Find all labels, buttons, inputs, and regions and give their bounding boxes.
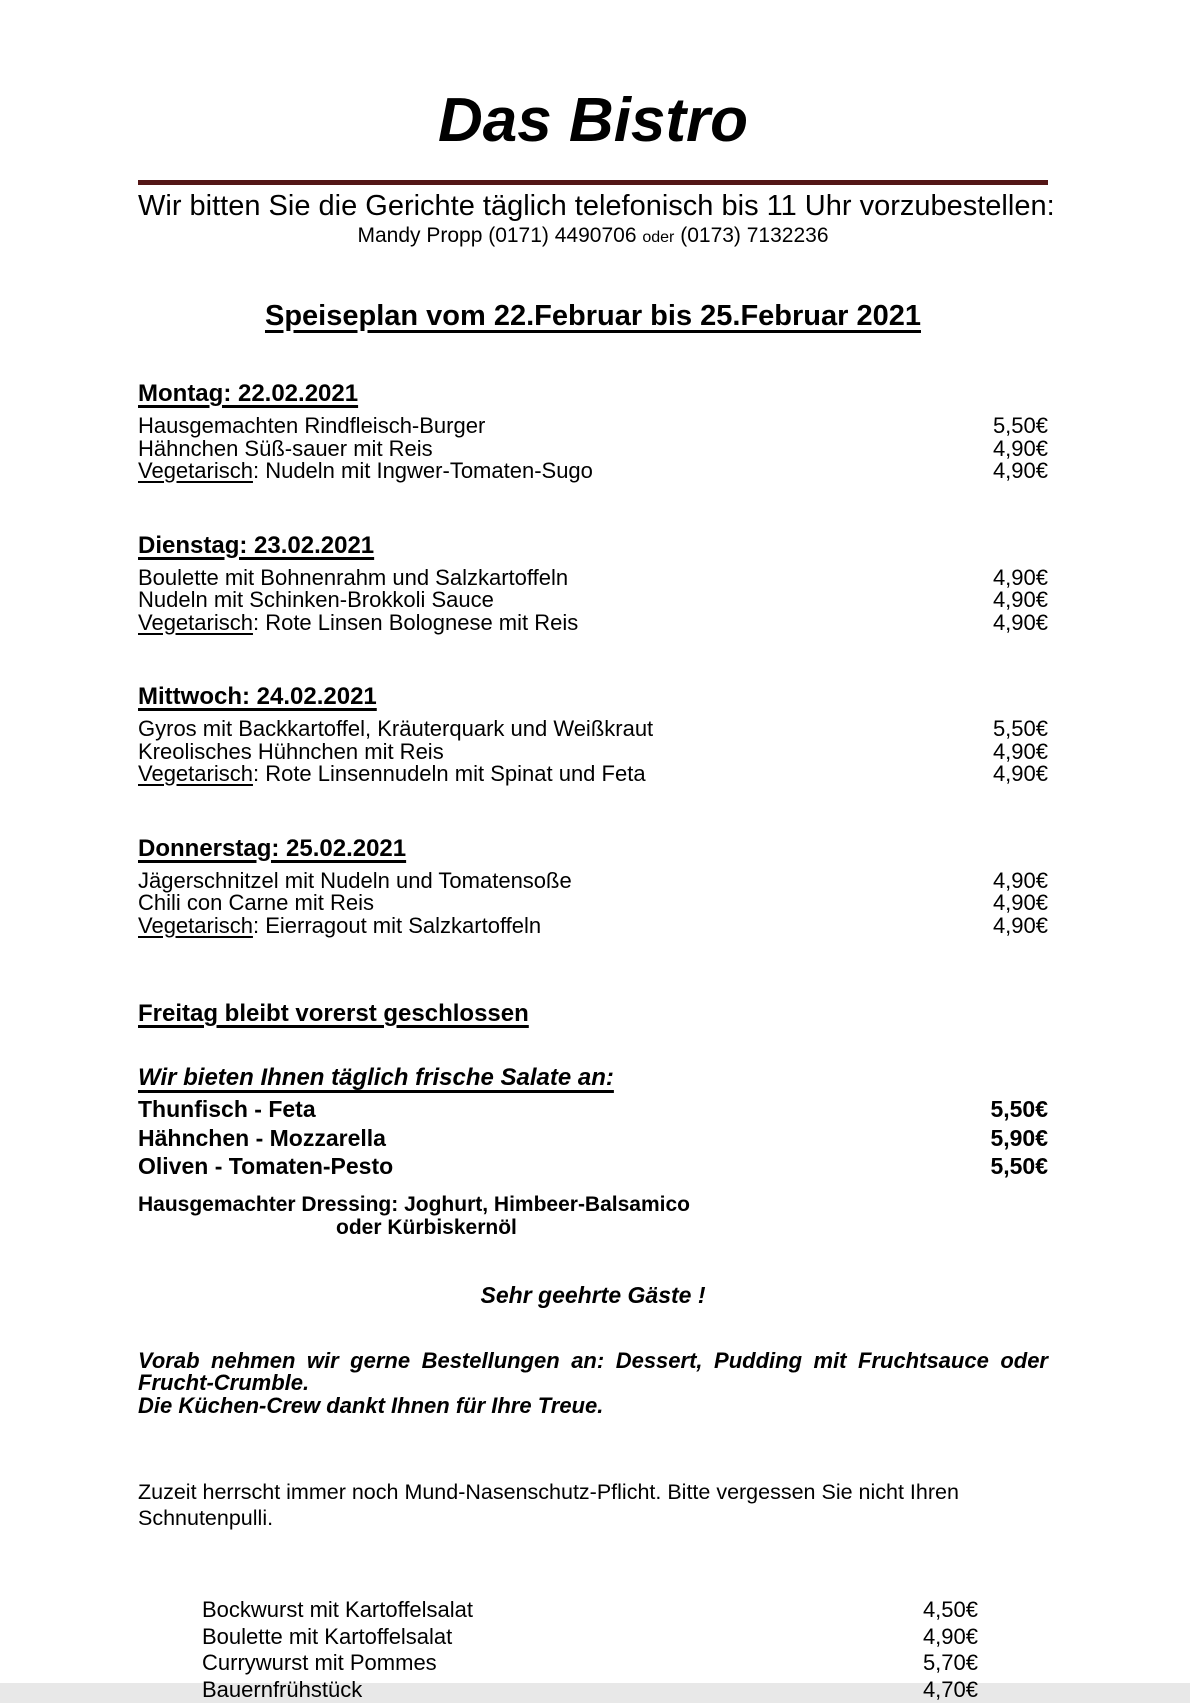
day-items [138,415,1048,483]
menu-item-price: 5,90€ [990,1124,1048,1153]
menu-item-name: Gyros mit Backkartoffel, Kräuterquark und Weißkraut [138,718,653,741]
menu-item-name: Boulette mit Bohnenrahm und Salzkartoffeln [138,567,568,590]
friday-note: Freitag bleibt vorerst geschlossen [138,999,529,1029]
day-heading: Mittwoch: 24.02.2021 [138,682,377,712]
days-list [138,379,1048,937]
menu-item-row [138,438,1048,461]
preorder-notice: Wir bitten Sie die Gerichte täglich telefonisch bis 11 Uhr vorzubestellen: [138,190,1048,222]
day-section [138,531,1048,635]
menu-item-row [202,1624,978,1651]
menu-item-price: 5,50€ [990,1095,1048,1124]
thanks-line: Die Küchen-Crew dankt Ihnen für Ihre Treue. [138,1395,1048,1418]
plan-heading: Speiseplan vom 22.Februar bis 25.Februar 2021 [138,300,1048,333]
menu-item-name: Hähnchen Süß-sauer mit Reis [138,438,433,461]
phone-contact: Mandy Propp (0171) 4490706 [357,224,636,247]
day-items [138,870,1048,938]
menu-item-name: Bockwurst mit Kartoffelsalat [202,1597,473,1624]
mask-note: Zuzeit herrscht immer noch Mund-Nasenschutz-Pflicht. Bitte vergessen Sie nicht Ihren Schnutenpulli. [138,1479,1048,1531]
menu-item-name: Vegetarisch: Rote Linsen Bolognese mit Reis [138,612,578,635]
salads-section [138,1063,1048,1181]
menu-item-row [138,415,1048,438]
menu-item-row [138,915,1048,938]
menu-item-row [138,763,1048,786]
menu-item-name: Oliven - Tomaten-Pesto [138,1152,393,1181]
restaurant-title: Das Bistro [138,90,1048,152]
phone-oder-text: oder [642,229,674,246]
day-heading: Donnerstag: 25.02.2021 [138,834,406,864]
dressing-line-1: Hausgemachter Dressing: Joghurt, Himbeer-Balsamico [138,1193,1048,1216]
menu-item-row [202,1597,978,1624]
menu-item-row [138,892,1048,915]
header-rule [138,180,1048,185]
dressing-info [138,1193,1048,1239]
menu-item-price: 5,50€ [993,718,1048,741]
menu-item-row [138,1124,1048,1153]
menu-item-name: Bauernfrühstück [202,1677,362,1703]
menu-item-row [138,741,1048,764]
menu-item-row [138,870,1048,893]
menu-item-name: Chili con Carne mit Reis [138,892,374,915]
menu-item-price: 4,90€ [993,589,1048,612]
menu-item-row [138,460,1048,483]
menu-item-price: 4,90€ [993,460,1048,483]
vegetarisch-label: Vegetarisch [138,761,253,786]
day-section [138,379,1048,483]
vegetarisch-label: Vegetarisch [138,458,253,483]
menu-item-name: Hausgemachten Rindfleisch-Burger [138,415,485,438]
menu-item-name: Thunfisch - Feta [138,1095,316,1124]
guests-heading: Sehr geehrte Gäste ! [138,1281,1048,1310]
day-section [138,834,1048,938]
menu-item-price: 4,90€ [993,892,1048,915]
menu-item-row [138,1095,1048,1124]
menu-item-price: 4,90€ [993,567,1048,590]
menu-item-row [138,718,1048,741]
menu-item-name: Hähnchen - Mozzarella [138,1124,386,1153]
menu-item-price: 4,90€ [923,1624,978,1651]
menu-item-price: 4,90€ [993,612,1048,635]
menu-item-price: 5,50€ [993,415,1048,438]
menu-item-price: 4,70€ [923,1677,978,1703]
menu-item-row [138,612,1048,635]
menu-item-row [138,567,1048,590]
menu-item-price: 4,90€ [993,915,1048,938]
vegetarisch-label: Vegetarisch [138,610,253,635]
menu-item-price: 4,50€ [923,1597,978,1624]
day-items [138,718,1048,786]
vegetarisch-label: Vegetarisch [138,913,253,938]
phone-line [138,224,1048,250]
phone-alt-number: (0173) 7132236 [680,224,828,247]
day-heading: Dienstag: 23.02.2021 [138,531,374,561]
dressing-line-2: oder Kürbiskernöl [336,1216,1048,1239]
friday-note-wrap [138,999,1048,1029]
menu-item-name: Currywurst mit Pommes [202,1650,437,1677]
menu-item-name: Nudeln mit Schinken-Brokkoli Sauce [138,589,494,612]
menu-item-name: Vegetarisch: Rote Linsennudeln mit Spinat und Feta [138,763,646,786]
menu-item-price: 5,70€ [923,1650,978,1677]
salads-list [138,1095,1048,1181]
menu-item-row [138,589,1048,612]
day-heading: Montag: 22.02.2021 [138,379,358,409]
menu-item-price: 4,90€ [993,763,1048,786]
menu-item-price: 4,90€ [993,741,1048,764]
menu-item-name: Kreolisches Hühnchen mit Reis [138,741,444,764]
menu-item-row [202,1650,978,1677]
menu-item-price: 5,50€ [990,1152,1048,1181]
menu-item-price: 4,90€ [993,438,1048,461]
salads-heading: Wir bieten Ihnen täglich frische Salate an: [138,1063,614,1093]
menu-item-row [202,1677,978,1703]
menu-item-price: 4,90€ [993,870,1048,893]
menu-item-name: Boulette mit Kartoffelsalat [202,1624,452,1651]
preorder-paragraph: Vorab nehmen wir gerne Bestellungen an: Dessert, Pudding mit Fruchtsauce oder Frucht-Crumble. [138,1350,1048,1395]
day-section [138,682,1048,786]
menu-item-row [138,1152,1048,1181]
menu-item-name: Vegetarisch: Eierragout mit Salzkartoffeln [138,915,541,938]
extras-list [202,1597,978,1703]
menu-item-name: Jägerschnitzel mit Nudeln und Tomatensoße [138,870,572,893]
menu-item-name: Vegetarisch: Nudeln mit Ingwer-Tomaten-Sugo [138,460,593,483]
day-items [138,567,1048,635]
